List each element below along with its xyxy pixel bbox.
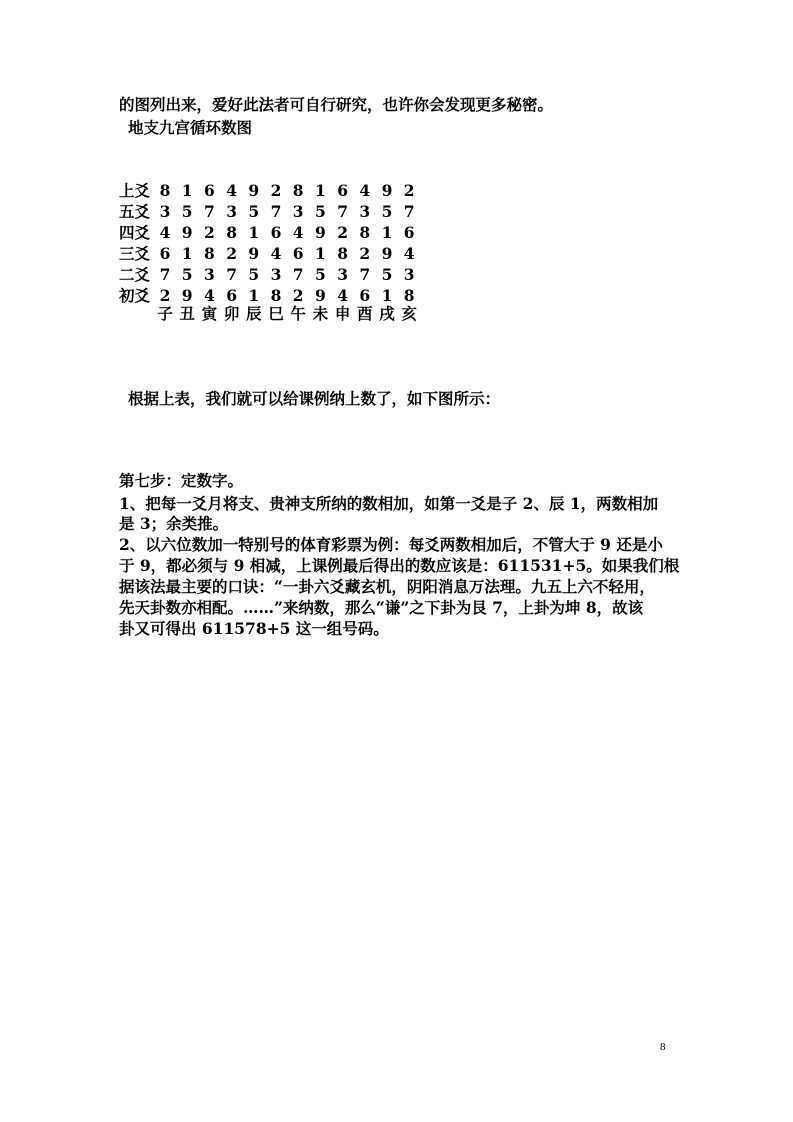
table-cell: 1 [381,286,393,305]
table-cell: 2 [203,223,215,242]
table-cell: 3 [159,202,171,221]
paragraph2-line: 于 9，都必须与 9 相减，上课例最后得出的数应该是：611531+5。如果我们根 [119,556,680,575]
table-cell: 9 [181,223,193,242]
branch-label: 辰 [246,304,262,323]
table-cell: 7 [359,265,371,284]
table-cell: 7 [226,265,237,284]
table-cell: 9 [248,181,260,200]
table-cell: 7 [203,202,215,221]
table-cell: 5 [248,202,260,221]
table-cell: 9 [181,286,193,305]
table-cell: 1 [181,244,193,263]
branch-label: 午 [290,304,306,323]
paragraph2-line: 据该法最主要的口诀：“一卦六爻藏玄机，阴阳消息万法理。九五上六不轻用， [119,577,655,596]
table-cell: 3 [403,265,415,284]
table-cell: 1 [181,181,193,200]
table-cell: 9 [248,244,260,263]
table-cell: 2 [159,286,171,305]
table-cell: 3 [270,265,282,284]
table-cell: 4 [292,223,304,242]
table-cell: 6 [337,181,348,200]
branch-label: 巳 [268,304,284,323]
row-label: 三爻 [119,244,151,263]
table-cell: 2 [359,244,371,263]
table-title: 地支九宫循环数图 [128,118,253,137]
branch-label: 丑 [179,304,195,323]
branch-label: 申 [334,304,351,323]
table-cell: 2 [403,181,415,200]
branch-label: 寅 [201,304,218,323]
table-cell: 9 [381,244,393,263]
table-cell: 8 [203,244,215,263]
branch-label: 子 [157,304,173,323]
branch-label: 酉 [357,304,373,323]
table-cell: 6 [226,286,237,305]
table-cell: 6 [292,244,304,263]
row-label: 五爻 [119,202,151,221]
paragraph2-line: 2、以六位数加一特别号的体育彩票为例：每爻两数相加后，不管大于 9 还是小 [119,535,663,554]
table-cell: 6 [159,244,171,263]
table-cell: 9 [381,181,393,200]
table-cell: 2 [226,244,237,263]
table-cell: 4 [226,181,237,200]
table-cell: 7 [403,202,415,221]
table-cell: 8 [226,223,237,242]
table-cell: 4 [337,286,348,305]
row-label: 四爻 [119,223,151,242]
table-cell: 2 [337,223,348,242]
branch-label: 未 [312,304,329,323]
table-cell: 2 [292,286,304,305]
table-cell: 5 [314,265,326,284]
table-cell: 9 [314,286,326,305]
table-cell: 3 [292,202,304,221]
table-cell: 5 [314,202,326,221]
table-cell: 6 [359,286,371,305]
table-cell: 6 [203,181,215,200]
table-cell: 7 [159,265,171,284]
table-cell: 1 [314,181,326,200]
table-cell: 4 [203,286,215,305]
row-label: 上爻 [119,181,151,200]
table-cell: 2 [270,181,282,200]
table-cell: 5 [381,202,393,221]
table-cell: 5 [181,202,193,221]
paragraph1-line: 1、把每一爻月将支、贵神支所纳的数相加，如第一爻是子 2、辰 1，两数相加 [119,494,659,513]
paragraph2-line: 先天卦数亦相配。……”来纳数，那么“谦”之下卦为艮 7，上卦为坤 8，故该 [119,598,644,617]
table-cell: 5 [181,265,193,284]
table-cell: 1 [248,286,260,305]
table-cell: 7 [292,265,304,284]
table-cell: 1 [248,223,260,242]
after-table-text: 根据上表，我们就可以给课例纳上数了，如下图所示： [128,389,501,408]
row-label: 初爻 [119,286,151,305]
table-cell: 8 [337,244,348,263]
branch-label: 亥 [401,304,417,323]
intro-line: 的图列出来，爱好此法者可自行研究，也许你会发现更多秘密。 [119,95,554,114]
table-cell: 4 [159,223,171,242]
table-cell: 9 [314,223,326,242]
table-cell: 4 [403,244,415,263]
row-label: 二爻 [119,265,151,284]
table-cell: 3 [226,202,237,221]
branch-label: 卯 [223,304,240,323]
table-cell: 3 [203,265,215,284]
paragraph2-line: 卦又可得出 611578+5 这一组号码。 [119,619,389,638]
table-cell: 3 [337,265,348,284]
table-cell: 6 [403,223,415,242]
table-cell: 4 [270,244,282,263]
step-heading: 第七步：定数字。 [119,471,244,490]
table-cell: 5 [381,265,393,284]
table-cell: 7 [337,202,348,221]
table-cell: 1 [381,223,393,242]
table-cell: 4 [359,181,371,200]
table-cell: 3 [359,202,371,221]
table-cell: 8 [359,223,371,242]
branch-label: 戌 [379,304,395,323]
table-cell: 7 [270,202,282,221]
table-cell: 8 [159,181,171,200]
table-cell: 5 [248,265,260,284]
page-number: 8 [660,1041,666,1053]
table-cell: 1 [314,244,326,263]
table-cell: 8 [292,181,304,200]
paragraph1-line: 是 3；余类推。 [119,514,229,533]
table-cell: 8 [403,286,415,305]
table-cell: 8 [270,286,282,305]
table-cell: 6 [270,223,282,242]
